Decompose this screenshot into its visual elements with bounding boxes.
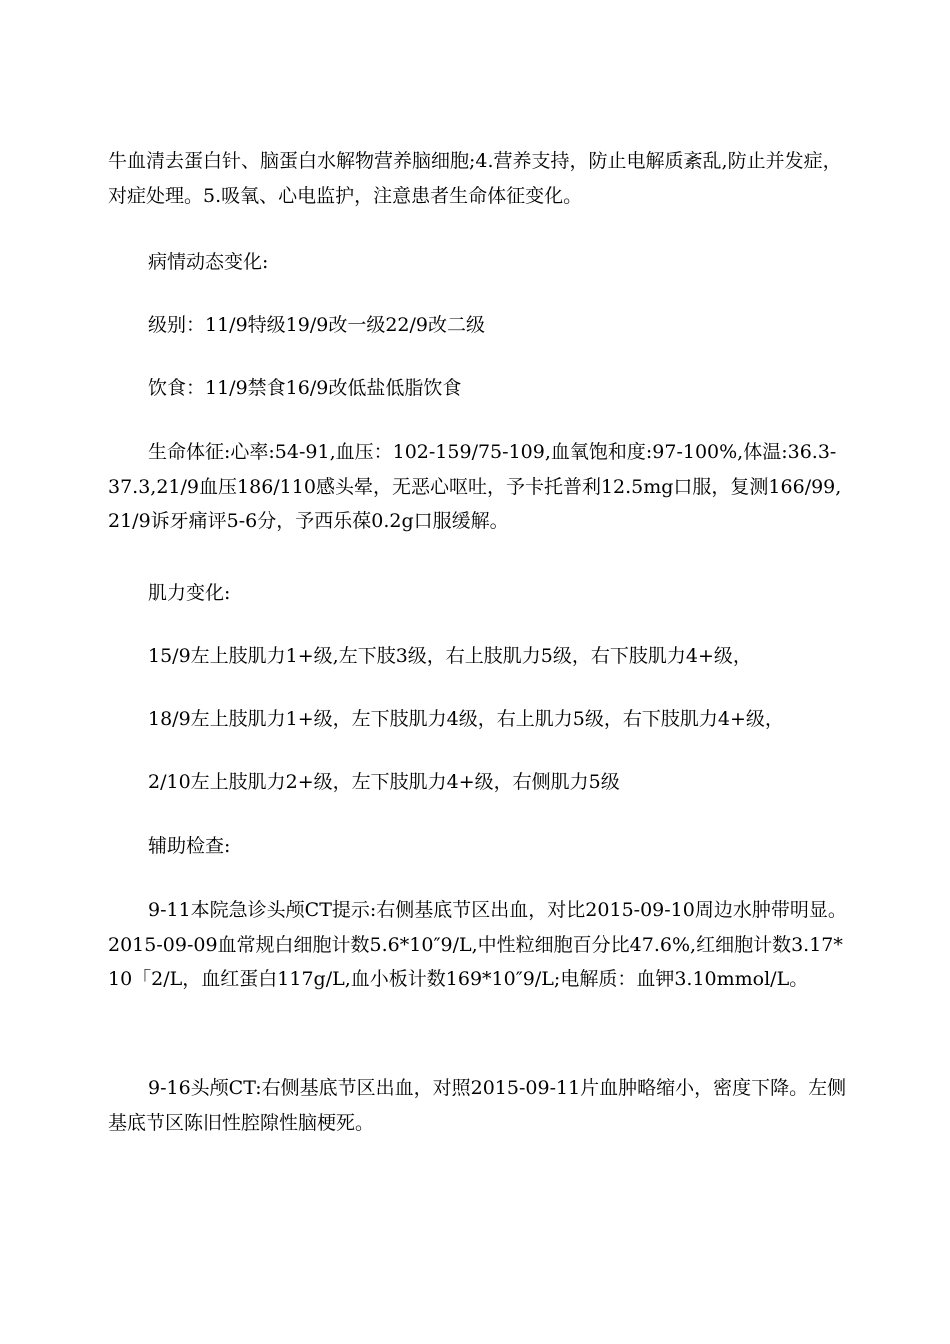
heading-condition-changes: 病情动态变化: (148, 251, 269, 273)
heading-auxiliary-exams: 辅助检查: (148, 835, 231, 857)
heading-muscle-strength: 肌力变化: (148, 582, 231, 604)
paragraph-vital-signs: 生命体征:心率:54-91,血压：102-159/75-109,血氧饱和度:97-100%,体温:36.3-37.3,21/9血压186/110感头晕，无恶心呕吐，予卡托普利12.5mg口服，复测166/99,21/9诉牙痛评5-6分，予西乐葆0.2g口服缓解。 (108, 441, 842, 532)
paragraph-muscle-18-9: 18/9左上肢肌力1+级，左下肢肌力4级，右上肌力5级，右下肢肌力4+级， (148, 708, 784, 730)
paragraph-treatment-continued: 牛血清去蛋白针、脑蛋白水解物营养脑细胞;4.营养支持，防止电解质紊乱,防止并发症，对症处理。5.吸氧、心电监护，注意患者生命体征变化。 (108, 150, 842, 207)
paragraph-muscle-15-9: 15/9左上肢肌力1+级,左下肢3级，右上肢肌力5级，右下肢肌力4+级， (148, 645, 752, 667)
paragraph-diet: 饮食：11/9禁食16/9改低盐低脂饮食 (148, 377, 462, 399)
paragraph-exam-9-11: 9-11本院急诊头颅CT提示:右侧基底节区出血，对比2015-09-10周边水肿带明显。2015-09-09血常规白细胞计数5.6*10″9/L,中性粒细胞百分比47.6%,红细胞计数3.17*10「2/L，血红蛋白117g/L,血小板计数169*10″9/L;电解质：血钾3.10mmol/L。 (108, 899, 847, 990)
paragraph-exam-9-16: 9-16头颅CT:右侧基底节区出血，对照2015-09-11片血肿略缩小，密度下降。左侧基底节区陈旧性腔隙性脑梗死。 (108, 1077, 847, 1134)
paragraph-care-level: 级别：11/9特级19/9改一级22/9改二级 (148, 314, 486, 336)
paragraph-muscle-2-10: 2/10左上肢肌力2+级，左下肢肌力4+级，右侧肌力5级 (148, 771, 620, 793)
